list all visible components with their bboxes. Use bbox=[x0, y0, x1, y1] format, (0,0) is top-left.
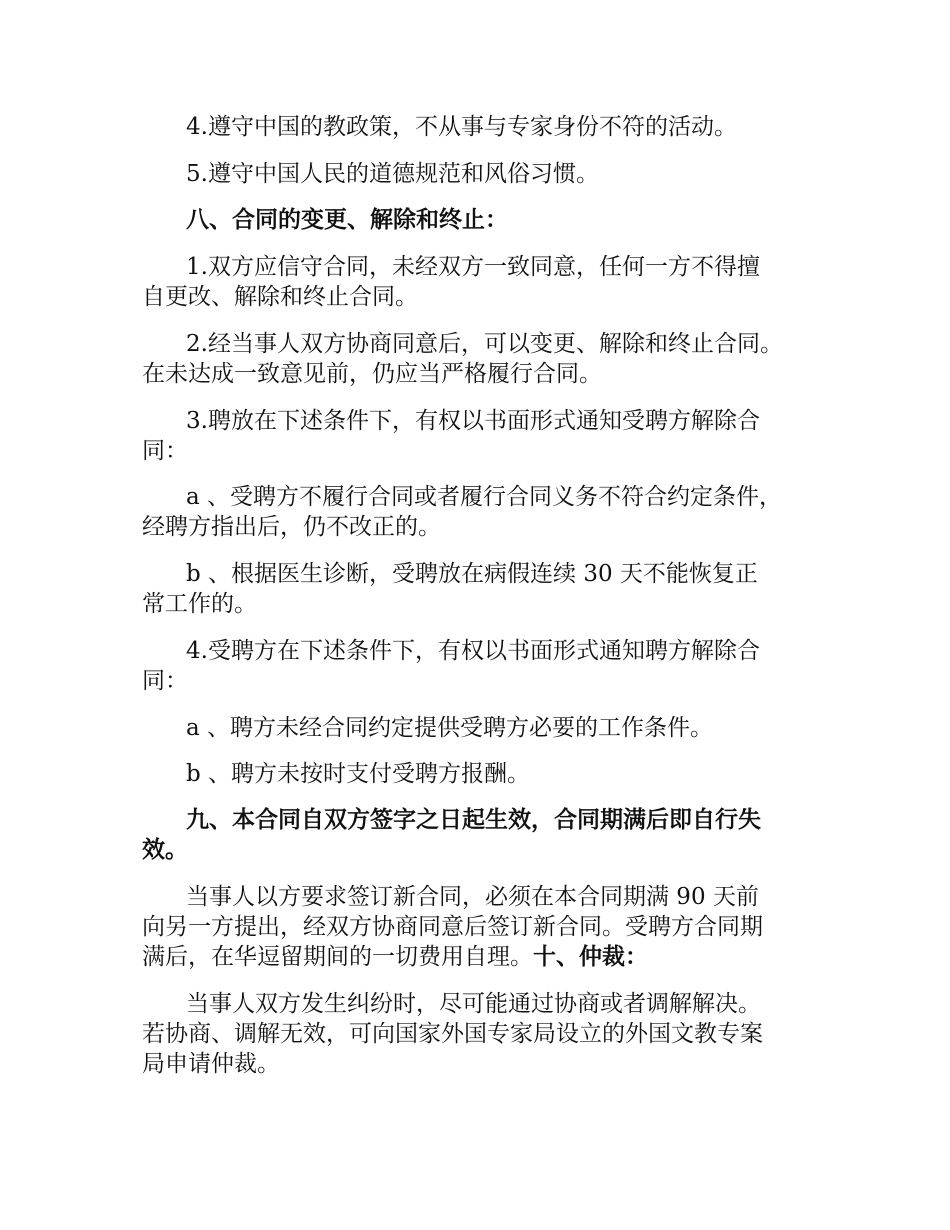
text-line: a 、受聘方不履行合同或者履行合同义务不符合约定条件， bbox=[186, 484, 783, 510]
clause-10-body bbox=[142, 989, 814, 1079]
section-heading-9 bbox=[142, 805, 814, 865]
clause-8-item-1 bbox=[142, 252, 814, 312]
heading-text: 九、本合同自双方签字之日起生效，合同期满后即自行失 bbox=[186, 806, 761, 833]
clause-7-item-5 bbox=[142, 159, 814, 189]
clause-8-item-4a bbox=[142, 713, 814, 743]
clause-7-item-4 bbox=[142, 112, 814, 142]
text-line: 若协商、调解无效，可向国家外国专家局设立的外国文教专案 bbox=[142, 1021, 763, 1047]
text-line: b 、聘方未按时支付受聘方报酬。 bbox=[186, 761, 531, 787]
clause-8-item-2 bbox=[142, 329, 814, 389]
text-line: 同： bbox=[142, 438, 188, 464]
text-line: 向另一方提出，经双方协商同意后签订新合同。受聘方合同期 bbox=[142, 914, 763, 940]
clause-8-item-3b bbox=[142, 559, 814, 619]
clause-8-item-4b bbox=[142, 759, 814, 789]
text-line: 常工作的。 bbox=[142, 591, 257, 617]
text-line: 在未达成一致意见前，仍应当严格履行合同。 bbox=[142, 361, 602, 387]
text-line: 当事人双方发生纠纷时，尽可能通过协商或者调解解决。 bbox=[186, 991, 761, 1017]
clause-9-body bbox=[142, 882, 814, 972]
text-line: 4.遵守中国的教政策，不从事与专家身份不符的活动。 bbox=[186, 114, 737, 140]
text-line: 局申请仲裁。 bbox=[142, 1051, 280, 1077]
text-line: 1.双方应信守合同，未经双方一致同意，任何一方不得擅 bbox=[186, 254, 760, 280]
text-line: 5.遵守中国人民的道德规范和风俗习惯。 bbox=[186, 161, 599, 187]
text-line bbox=[142, 942, 814, 972]
text-line: 自更改、解除和终止合同。 bbox=[142, 284, 418, 310]
text-line: 经聘方指出后，仍不改正的。 bbox=[142, 514, 441, 540]
text-line: b 、根据医生诊断，受聘放在病假连续 30 天不能恢复正 bbox=[186, 561, 758, 587]
text-segment: 满后，在华逗留期间的一切费用自理。 bbox=[142, 944, 533, 970]
clause-8-item-3 bbox=[142, 406, 814, 466]
text-line: a 、聘方未经合同约定提供受聘方必要的工作条件。 bbox=[186, 715, 714, 741]
clause-8-item-3a bbox=[142, 482, 814, 542]
text-line: 2.经当事人双方协商同意后，可以变更、解除和终止合同。 bbox=[186, 331, 783, 357]
text-line: 4.受聘方在下述条件下，有权以书面形式通知聘方解除合 bbox=[186, 638, 760, 664]
section-heading-10: 十、仲裁： bbox=[533, 943, 648, 970]
section-heading-8 bbox=[142, 205, 814, 235]
text-line: 3.聘放在下述条件下，有权以书面形式通知受聘方解除合 bbox=[186, 408, 760, 434]
heading-text: 八、合同的变更、解除和终止： bbox=[186, 206, 508, 233]
heading-text: 效。 bbox=[142, 836, 188, 863]
text-line: 同： bbox=[142, 668, 188, 694]
clause-8-item-4 bbox=[142, 636, 814, 696]
text-line: 当事人以方要求签订新合同，必须在本合同期满 90 天前 bbox=[186, 884, 759, 910]
